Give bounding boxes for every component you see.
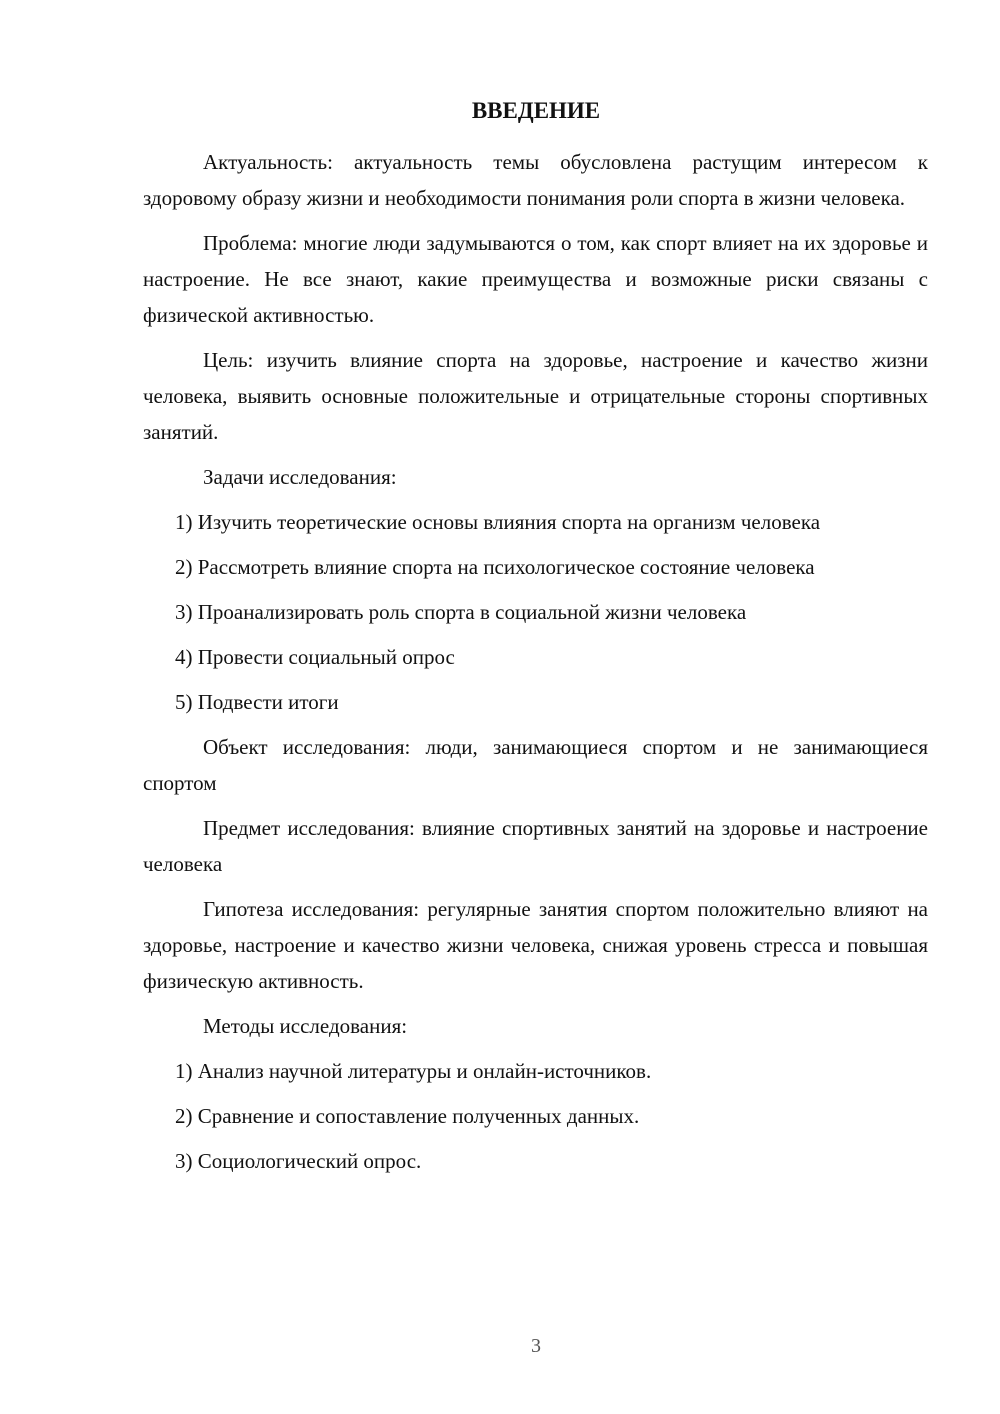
page-title: ВВЕДЕНИЕ <box>471 98 601 123</box>
task-item: 1) Изучить теоретические основы влияния спорта на организм человека <box>175 510 821 534</box>
relevance-paragraph: Актуальность: актуальность темы обусловлена растущим интересом к здоровому образу жизни и необходимости понимания роли спорта в жизни человека. <box>143 150 928 210</box>
task-item: 4) Провести социальный опрос <box>175 645 455 669</box>
hypothesis-paragraph: Гипотеза исследования: регулярные занятия спортом положительно влияют на здоровье, настроение и качество жизни человека, снижая уровень стресса и повышая физическую активность. <box>143 897 928 993</box>
object-paragraph: Объект исследования: люди, занимающиеся спортом и не занимающиеся спортом <box>143 735 928 795</box>
methods-heading: Методы исследования: <box>203 1014 408 1038</box>
task-item: 5) Подвести итоги <box>175 690 339 714</box>
method-item: 3) Социологический опрос. <box>175 1149 422 1173</box>
subject-paragraph: Предмет исследования: влияние спортивных занятий на здоровье и настроение человека <box>143 816 928 876</box>
document-body <box>143 144 928 1188</box>
problem-paragraph: Проблема: многие люди задумываются о том, как спорт влияет на их здоровье и настроение. Не все знают, какие преимущества и возможные риски связаны с физической активностью. <box>143 231 928 327</box>
method-item: 1) Анализ научной литературы и онлайн-источников. <box>175 1059 652 1083</box>
page-number: 3 <box>531 1335 541 1357</box>
method-item: 2) Сравнение и сопоставление полученных данных. <box>175 1104 640 1128</box>
task-item: 2) Рассмотреть влияние спорта на психологическое состояние человека <box>175 555 815 579</box>
goal-paragraph: Цель: изучить влияние спорта на здоровье, настроение и качество жизни человека, выявить основные положительные и отрицательные стороны спортивных занятий. <box>143 348 928 444</box>
tasks-heading: Задачи исследования: <box>203 465 397 489</box>
task-item: 3) Проанализировать роль спорта в социальной жизни человека <box>175 600 747 624</box>
